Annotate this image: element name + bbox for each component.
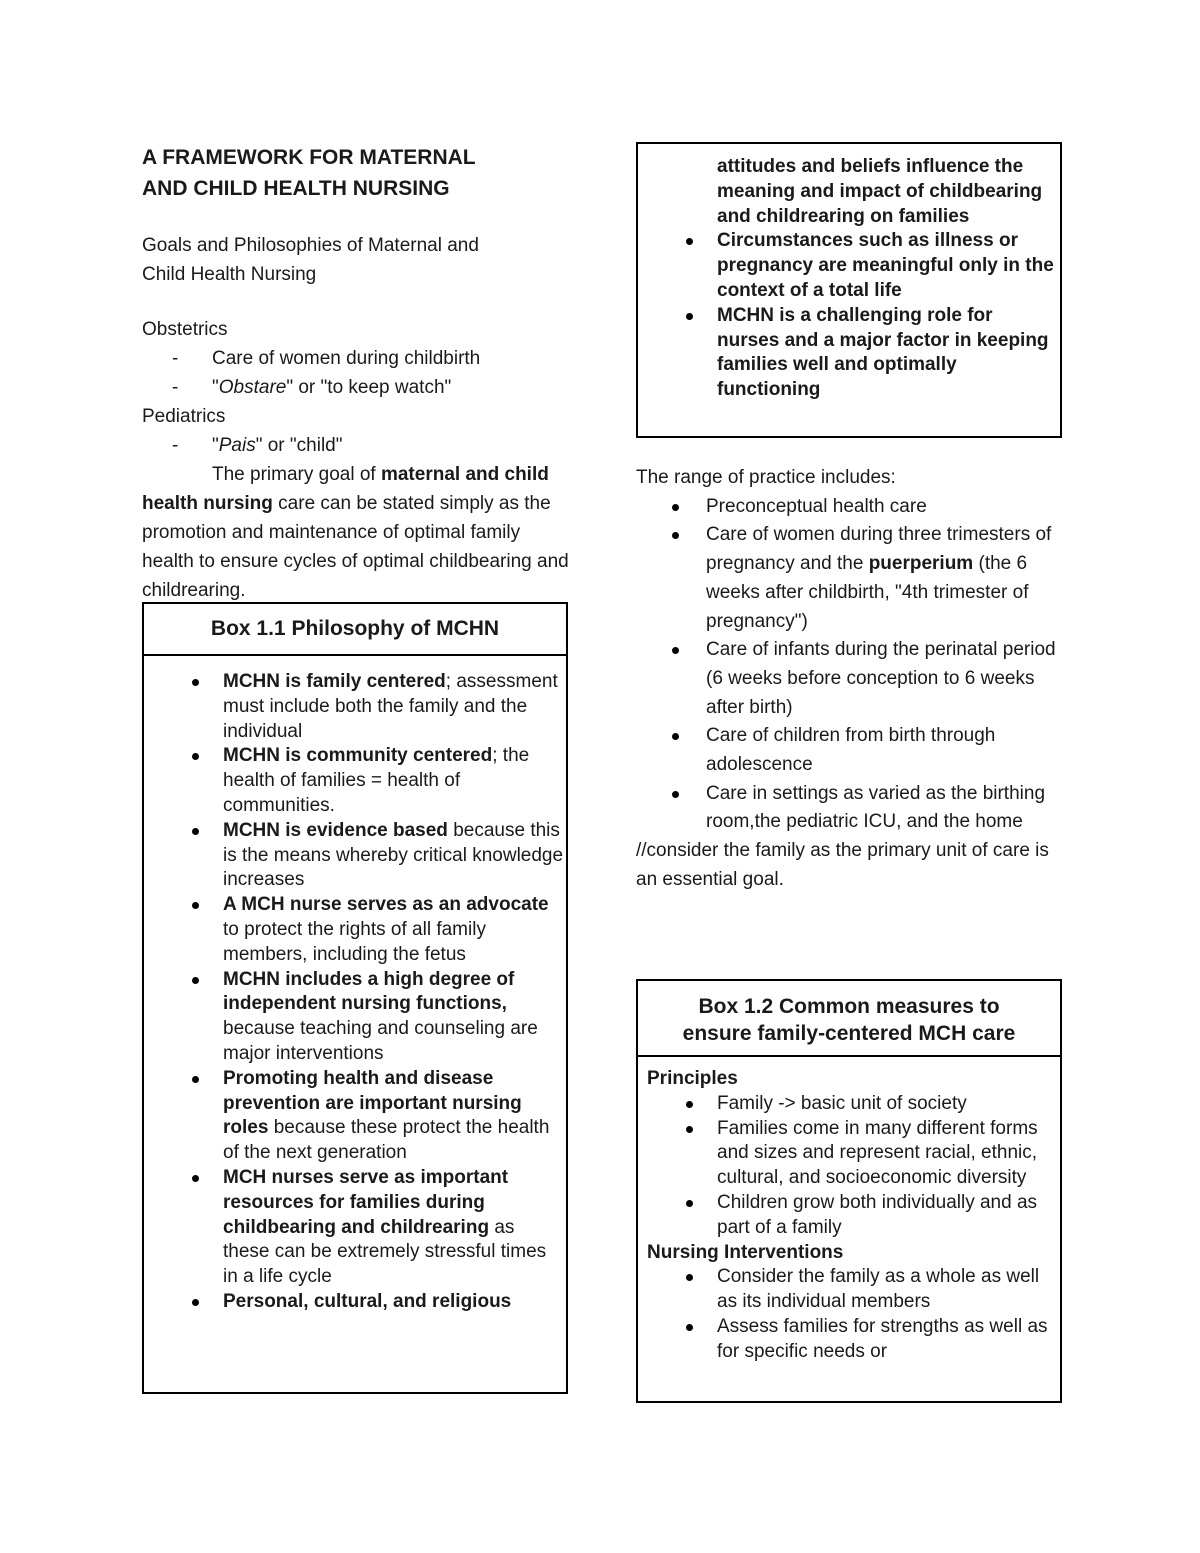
primary-goal-paragraph: The primary goal of maternal and child health nursing care can be stated simply as the promotion and maintenance of optimal family health to ensure cycles of optimal childbearing and childrearing. [142,464,569,601]
left-column [142,142,570,605]
range-intro: The range of practice includes: [636,467,896,488]
pediatrics-list [142,431,570,460]
bullet-icon [192,902,199,909]
bullet-icon [672,532,679,539]
list-item: attitudes and beliefs influence the meaning and impact of childbearing and childrearing on families [717,156,1043,227]
bullet-icon [686,238,693,245]
obstetrics-list [142,344,570,402]
list-item: - Care of women during childbirth [142,344,570,373]
bullet-icon [192,977,199,984]
bullet-icon [686,1324,693,1331]
list-item: Children grow both individually and as part of a family [717,1191,1060,1241]
range-note: //consider the family as the primary unit of care is an essential goal. [636,840,1049,890]
section-subtitle: Goals and Philosophies of Maternal and Child Health Nursing [142,235,479,285]
document-title [142,142,562,204]
box-body [638,1057,1060,1365]
box-1-2-common-measures [636,979,1062,1403]
list-item: Consider the family as a whole as well as its individual members [717,1265,1060,1315]
list-item: Assess families for strengths as well as for specific needs or [717,1315,1060,1365]
bullet-icon [672,733,679,740]
bullet-icon [672,647,679,654]
document-title-line-2: AND CHILD HEALTH NURSING [142,177,450,200]
list-item: Care of women during three trimesters of pregnancy and the puerperium (the 6 weeks after childbirth, "4th trimester of pregnancy") [636,521,1062,636]
bullet-icon [672,791,679,798]
box-title: Box 1.1 Philosophy of MCHN [144,604,566,656]
bullet-icon [192,828,199,835]
philosophy-list [144,656,566,1315]
list-item: Family -> basic unit of society [717,1092,1060,1117]
bullet-icon [686,1200,693,1207]
bullet-icon [686,1101,693,1108]
range-list [636,493,1062,837]
bullet-icon [192,753,199,760]
list-item: MCHN is family centered; assessment must include both the family and the individual [223,670,566,744]
list-item: Promoting health and disease prevention are important nursing roles because these protect the health of the next generation [223,1067,566,1166]
list-item: MCHN is community centered; the health of families = health of communities. [223,744,566,818]
principles-heading: Principles [647,1068,738,1089]
philosophy-list-continued [638,144,1060,403]
box-1-1-continued [636,142,1062,438]
list-item: A MCH nurse serves as an advocate to protect the rights of all family members, including the fetus [223,893,566,967]
bullet-icon [192,679,199,686]
interventions-list [647,1265,1060,1364]
bullet-icon [192,1076,199,1083]
list-item: Preconceptual health care [636,493,1062,522]
list-item: Care in settings as varied as the birthing room,the pediatric ICU, and the home [636,780,1062,837]
list-item: Personal, cultural, and religious [223,1290,566,1315]
bullet-icon [192,1299,199,1306]
box-1-1-philosophy [142,602,568,1394]
list-item: Families come in many different forms and sizes and represent racial, ethnic, cultural, and socioeconomic diversity [717,1117,1060,1191]
list-item: Care of children from birth through adolescence [636,722,1062,779]
range-of-practice [636,464,1062,895]
bullet-icon [672,504,679,511]
list-item: MCHN includes a high degree of independent nursing functions, because teaching and counseling are major interventions [223,968,566,1067]
list-item: Care of infants during the perinatal period (6 weeks before conception to 6 weeks after birth) [636,636,1062,722]
bullet-icon [686,313,693,320]
list-item: MCHN is evidence based because this is the means whereby critical knowledge increases [223,819,566,893]
principles-list [647,1092,1060,1241]
dash-bullet-icon: - [172,377,179,398]
bullet-icon [686,1126,693,1133]
list-item: - "Obstare" or "to keep watch" [142,373,570,402]
interventions-heading: Nursing Interventions [647,1241,844,1263]
list-item: MCHN is a challenging role for nurses and a major factor in keeping families well and optimally functioning [717,304,1060,403]
list-item: - "Pais" or "child" [142,431,570,460]
box-title: Box 1.2 Common measures to ensure family-centered MCH care [638,981,1060,1057]
document-title-line-1: A FRAMEWORK FOR MATERNAL [142,146,476,169]
dash-bullet-icon: - [172,348,179,369]
pediatrics-heading: Pediatrics [142,406,226,427]
obstetrics-heading: Obstetrics [142,319,228,340]
list-item: Circumstances such as illness or pregnancy are meaningful only in the context of a total life [717,229,1060,303]
bullet-icon [686,1274,693,1281]
list-item: MCH nurses serve as important resources for families during childbearing and childrearing as these can be extremely stressful times in a life cycle [223,1166,566,1290]
dash-bullet-icon: - [172,435,179,456]
bullet-icon [192,1175,199,1182]
